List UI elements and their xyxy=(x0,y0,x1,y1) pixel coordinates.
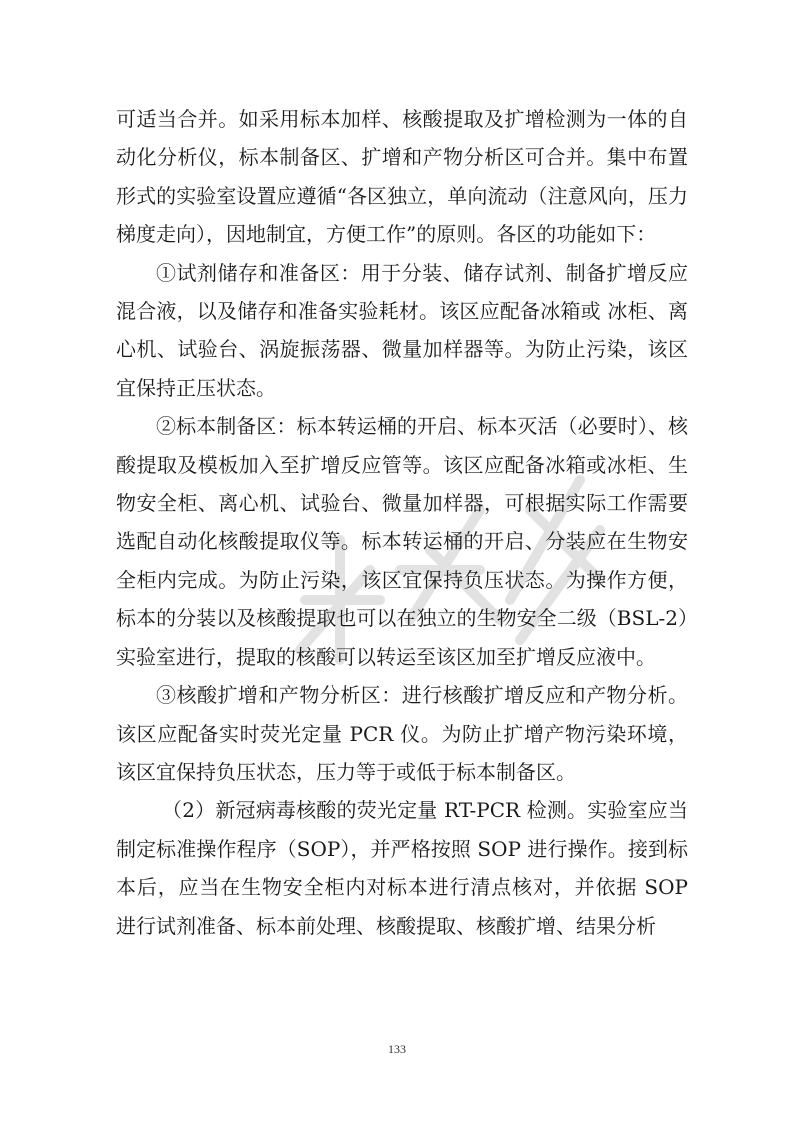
paragraph-reagent-area: ①试剂储存和准备区：用于分装、储存试剂、制备扩增反应混合液，以及储存和准备实验耗材。该区应配备冰箱或 冰柜、离心机、试验台、涡旋振荡器、微量加样器等。为防止污染，该区宜保持正压状态。 xyxy=(116,260,688,400)
paragraph-specimen-area: ②标本制备区：标本转运桶的开启、标本灭活（必要时）、核酸提取及模板加入至扩增反应管等。该区应配备冰箱或冰柜、生物安全柜、离心机、试验台、微量加样器，可根据实际工作需要选配自动化核酸提取仪等。标本转运桶的开启、分装应在生物安全柜内完成。为防止污染，该区宜保持负压状态。为操作方便，标本的分装以及核酸提取也可以在独立的生物安全二级（BSL-2）实验室进行，提取的核酸可以转运至该区加至扩增反应液中。 xyxy=(116,414,688,669)
paragraph-amplification-area: ③核酸扩增和产物分析区：进行核酸扩增反应和产物分析。该区应配备实时荧光定量 PCR 仪。为防止扩增产物污染环境，该区宜保持负压状态，压力等于或低于标本制备区。 xyxy=(116,683,688,784)
paragraph-rt-pcr: （2）新冠病毒核酸的荧光定量 RT-PCR 检测。实验室应当制定标准操作程序（SOP），并严格按照 SOP 进行操作。接到标本后，应当在生物安全柜内对标本进行清点核对，并依据 SOP 进行试剂准备、标本前处理、核酸提取、核酸扩增、结果分析 xyxy=(116,798,688,938)
page-number: 133 xyxy=(388,1042,406,1056)
paragraph-continued: 可适当合并。如采用标本加样、核酸提取及扩增检测为一体的自动化分析仪，标本制备区、扩增和产物分析区可合并。集中布置形式的实验室设置应遵循“各区独立，单向流动（注意风向，压力梯度走向），因地制宜，方便工作”的原则。各区的功能如下： xyxy=(116,107,688,247)
body-text xyxy=(116,100,688,945)
